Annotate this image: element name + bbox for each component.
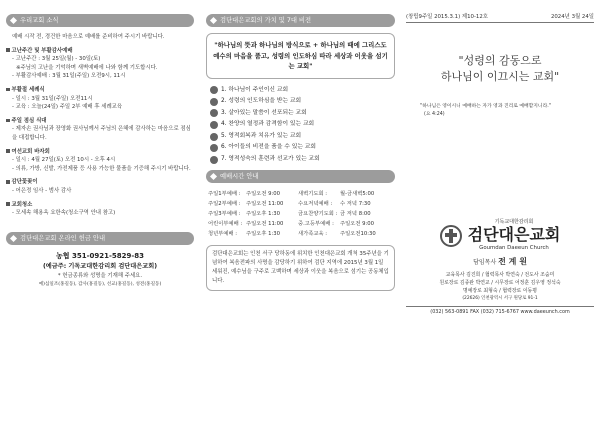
diamond-icon — [210, 173, 217, 180]
list-item: 3. 살아있는 말씀이 선포되는 교회 — [210, 108, 395, 120]
bank-account: 농협 351-0921-5829-83 — [56, 251, 144, 260]
square-bullet-icon — [6, 202, 10, 206]
news-item-2: 부활절 세례식 - 일시 : 3월 31일(주일) 오전11시 - 교육 : 오늘(24일) 주일 2부 예배 후 세례교육 — [6, 86, 194, 112]
news-item-3: 주일 점심 식대 - 제자손 권사님과 장영화 권사님께서 주님의 은혜에 감사하는 마음으로 점심을 대접합니다. — [6, 117, 194, 143]
vision-list — [206, 79, 395, 170]
square-bullet-icon — [6, 180, 10, 184]
bullet-icon — [210, 156, 218, 164]
news-item-5: 감단꽃꽂이 - 어은정 임사 - 범사 감사 — [6, 178, 194, 195]
scripture: "하나님은 영이시니 예배하는 자가 영과 진리로 예배할지니라." (요 4:24) — [420, 104, 551, 117]
church-intro: 검단대은교회는 인천 서구 당하동에 위치한 인천대은교회 개척 35주년을 기념하여 복음전파의 사명을 감당하기 위하여 검단 지역에 2015년 3월 1일 세워진, 예수님을 구주로 고백하며 세상과 이웃을 복음으로 섬기는 공동체입니다. — [206, 245, 395, 291]
list-item: 7. 영적성숙의 훈련과 선교가 있는 교회 — [210, 154, 395, 166]
bullet-icon — [210, 98, 218, 106]
vision-statement: "하나님의 뜻과 하나님의 방식으로 + 하나님의 때에 그리스도 예수의 마음을 품고, 성령의 인도하심 따라 세상과 이웃을 섬기는 교회" — [206, 33, 395, 79]
worship-header: 예배시간 안내 — [206, 170, 395, 183]
table-row: 주일2부예배 : 주일오전 11:00 수요저녁예배 : 수 저녁 7:30 — [208, 200, 371, 207]
contact-info: (032) 563-0891 FAX (032) 715-6767 www.daeeunch.com — [406, 306, 594, 315]
bullet-icon — [210, 144, 218, 152]
offering-header: 검단대은교회 온라인 헌금 안내 — [6, 232, 194, 245]
list-item: 4. 찬양의 열정과 감격함이 있는 교회 — [210, 119, 395, 131]
square-bullet-icon — [6, 149, 10, 153]
diamond-icon — [10, 235, 17, 242]
worship-table — [206, 189, 395, 239]
account-holder: (예금주: 기독교대한감리회 검단대은교회) — [42, 262, 158, 270]
bulletin-date: 2024년 3월 24일 — [550, 14, 594, 20]
church-identity — [406, 219, 594, 252]
column-news — [0, 0, 200, 424]
news-item-6: 교회청소 - 모세속 해용옥 요한속(청소구역 안내 참고) — [6, 201, 194, 218]
pastor: 담임목사 전 계 원 — [473, 257, 527, 266]
theme: "성령의 감동으로 하나님이 이끄시는 교회" — [440, 54, 560, 83]
table-row: 주일3부예배 : 주일오후 1:30 금요찬양기도회 : 금 저녁 8:00 — [208, 210, 371, 217]
column-cover — [400, 0, 600, 424]
diamond-icon — [210, 17, 217, 24]
table-row: 어린이부예배 : 주일오전 11:00 중.고등부예배 : 주일오전 9:00 — [208, 220, 375, 227]
offering-info — [6, 251, 194, 290]
news-header: 우리교회 소식 — [6, 14, 194, 27]
list-item: 1. 하나님이 주인이신 교회 — [210, 85, 395, 97]
bulletin-meta — [406, 12, 594, 23]
diamond-icon — [10, 17, 17, 24]
offering-example: 예)십일조(홍길동), 감사(홍길동), 선교(홍길동), 성전(홍길동) — [38, 282, 162, 288]
denomination: 기독교대한감리회 — [494, 219, 534, 225]
bulletin-number: (창립9주일 2015.3.1) 제10-12호 — [406, 14, 488, 20]
bullet-icon — [210, 86, 218, 94]
bullet-icon — [210, 109, 218, 117]
news-item-4: 여선교회 바자회 - 일시 : 4월 27일(토) 오전 10시 - 오후 4시 - 의류, 가방, 신발, 가전제품 등 사용 가능한 물품을 기증해 주시기 바랍니다. — [6, 148, 194, 174]
column-vision — [200, 0, 400, 424]
church-name-en: Goumdan Daeeun Church — [479, 245, 549, 251]
offering-note: * 헌금종류와 성명을 기재해 주세요. — [57, 272, 143, 279]
news-intro: 예배 시작 전, 경건한 마음으로 예배를 준비하여 주시기 바랍니다. — [12, 34, 165, 40]
church-logo-icon — [440, 225, 462, 247]
bullet-icon — [210, 121, 218, 129]
church-name: 검단대은교회 — [467, 225, 561, 244]
list-item: 5. 영적회복과 치유가 있는 교회 — [210, 131, 395, 143]
table-row: 주일1부예배 : 주일오전 9:00 새벽기도회 : 월-금새벽5:00 — [208, 190, 375, 197]
square-bullet-icon — [6, 88, 10, 92]
list-item: 6. 아이들의 비전을 품을 수 있는 교회 — [210, 142, 395, 154]
list-item: 2. 성령의 인도하심을 받는 교회 — [210, 96, 395, 108]
news-item-1: 고난주간 및 부활감사예배 - 고난주간 : 3월 25일(월) - 30일(토) ※주님의 고난을 기억하며 새벽예배에 나와 함께 기도합시다. - 부활감사예배 : 3월 31일(주일) 오전9시, 11시 — [6, 47, 194, 81]
square-bullet-icon — [6, 48, 10, 52]
table-row: 청년부예배 : 주일오후 1:30 새가족교육 : 주일오전10:30 — [208, 230, 376, 237]
square-bullet-icon — [6, 119, 10, 123]
bullet-icon — [210, 133, 218, 141]
vision-header: 검단대은교회의 가치 및 7대 비전 — [206, 14, 395, 27]
staff-list: 교육목사 김진희 / 협력목사 박연숙 / 전도사 조숨미 원로장로 김종완 박연교 / 시무장로 어정훈 김우영 정석숙 명예장로 최형숙 / 협력장로 이동평 (22626) 인천광역시 서구 원당로 91-1 — [439, 272, 561, 301]
